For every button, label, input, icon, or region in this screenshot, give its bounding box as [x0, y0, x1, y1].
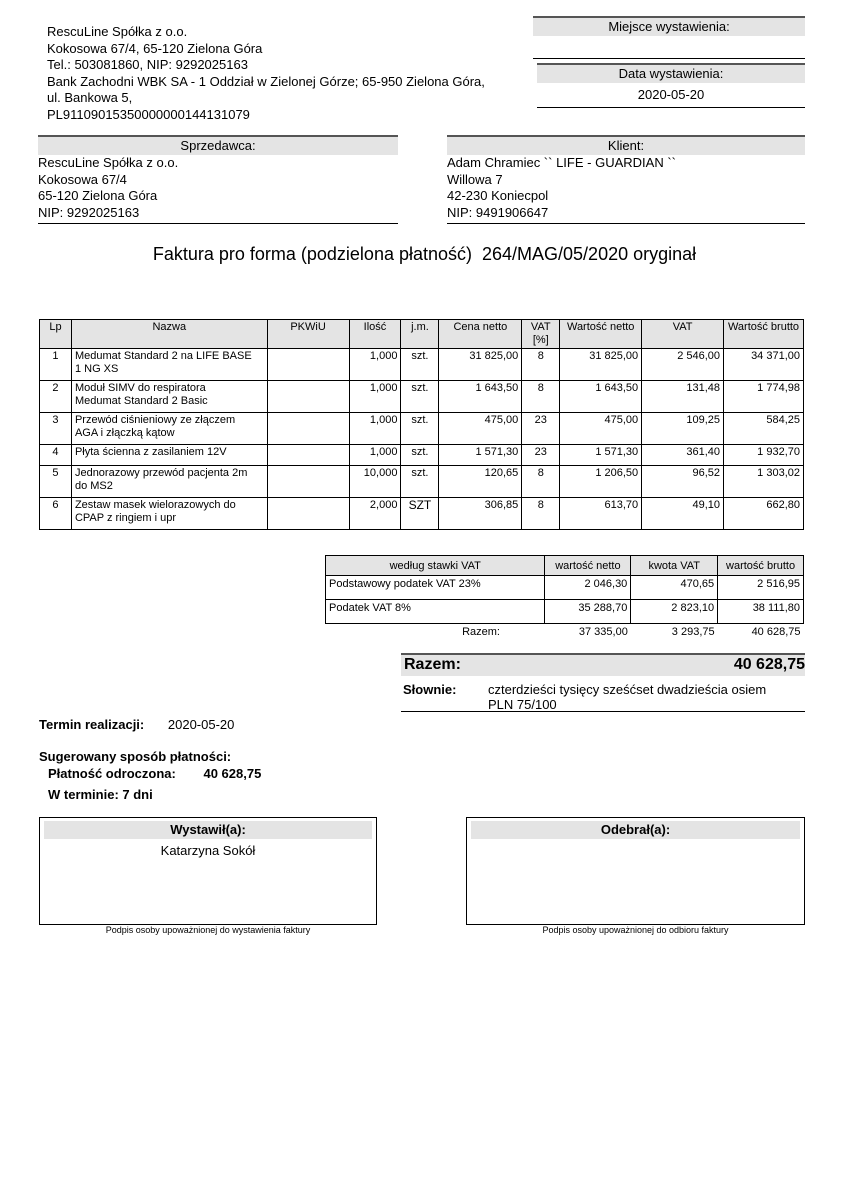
cell-name-line: Zestaw masek wielorazowych do [74, 499, 236, 511]
cell-gross: 1 303,02 [724, 466, 804, 498]
client-block [447, 135, 805, 224]
cell-vat-rate: 8 [522, 349, 560, 381]
cell-lp: 4 [40, 445, 72, 466]
received-by-box [466, 817, 805, 925]
cell-qty: 1,000 [349, 445, 401, 466]
cell-vat-rate: 8 [522, 498, 560, 530]
payment-method-label: Płatność odroczona: [48, 766, 176, 781]
cell-pkwiu [267, 466, 349, 498]
col-header-vat: VAT [642, 320, 724, 349]
col-header-name: Nazwa [71, 320, 267, 349]
cell-name-line: Przewód ciśnieniowy ze złączem [74, 414, 236, 426]
vat-cell-vat: 2 823,10 [631, 600, 718, 624]
seller-label: Sprzedawca: [38, 135, 398, 155]
total-label: Razem: [404, 656, 461, 673]
cell-name [71, 498, 267, 530]
cell-vat-rate: 8 [522, 466, 560, 498]
cell-lp: 1 [40, 349, 72, 381]
cell-vat: 96,52 [642, 466, 724, 498]
cell-gross: 1 774,98 [724, 381, 804, 413]
place-of-issue-label: Miejsce wystawienia: [533, 16, 805, 36]
cell-gross: 584,25 [724, 413, 804, 445]
received-by-note: Podpis osoby upoważnionej do odbioru faktury [542, 925, 729, 935]
cell-name-line: do MS2 [74, 480, 113, 492]
words-line: PLN 75/100 [488, 697, 557, 712]
table-row [40, 413, 804, 445]
seller-header-line: RescuLine Spółka z o.o. [47, 24, 188, 39]
words-label: Słownie: [403, 682, 457, 697]
cell-qty: 10,000 [349, 466, 401, 498]
seller-line: NIP: 9292025163 [38, 204, 140, 220]
cell-name-line: Medumat Standard 2 na LIFE BASE [74, 350, 252, 362]
client-line: Willowa 7 [447, 171, 503, 187]
cell-name [71, 445, 267, 466]
vat-cell-rate: Podatek VAT 8% [326, 600, 545, 624]
items-table [39, 319, 804, 530]
col-header-gross: Wartość brutto [724, 320, 804, 349]
cell-qty: 1,000 [349, 381, 401, 413]
col-header-vat-rate-line2: [%] [532, 334, 549, 346]
cell-pkwiu [267, 498, 349, 530]
table-row [40, 466, 804, 498]
table-row [40, 381, 804, 413]
seller-header-line: ul. Bankowa 5, [47, 90, 133, 105]
seller-block [38, 135, 398, 224]
cell-name-line: Jednorazowy przewód pacjenta 2m [74, 467, 248, 479]
cell-unit: szt. [401, 413, 439, 445]
realization-label: Termin realizacji: [39, 717, 145, 732]
cell-net-value: 475,00 [560, 413, 642, 445]
cell-lp: 5 [40, 466, 72, 498]
payment-term: W terminie: 7 dni [48, 787, 153, 802]
cell-vat: 131,48 [642, 381, 724, 413]
client-line: Adam Chramiec `` LIFE - GUARDIAN `` [447, 155, 676, 170]
table-row [40, 349, 804, 381]
seller-line: Kokosowa 67/4 [38, 171, 127, 187]
cell-unit: szt. [401, 349, 439, 381]
cell-name-line: Płyta ścienna z zasilaniem 12V [74, 446, 227, 458]
issued-by-label: Wystawił(a): [44, 821, 372, 839]
vat-sum-label: Razem: [462, 626, 500, 638]
cell-vat: 2 546,00 [642, 349, 724, 381]
col-header-lp: Lp [40, 320, 72, 349]
vat-cell-net: 35 288,70 [545, 600, 631, 624]
table-row [326, 576, 804, 600]
vat-sum-row [326, 624, 804, 648]
cell-net-price: 475,00 [439, 413, 522, 445]
place-of-issue [533, 16, 805, 59]
cell-net-price: 31 825,00 [439, 349, 522, 381]
vat-cell-rate: Podstawowy podatek VAT 23% [326, 576, 545, 600]
place-of-issue-value [533, 36, 805, 59]
cell-net-value: 31 825,00 [560, 349, 642, 381]
cell-net-price: 1 571,30 [439, 445, 522, 466]
vat-summary-table [325, 555, 804, 647]
cell-unit: SZT [401, 498, 439, 530]
seller-header-line: Tel.: 503081860, NIP: 9292025163 [47, 57, 248, 72]
cell-vat: 49,10 [642, 498, 724, 530]
cell-net-price: 306,85 [439, 498, 522, 530]
client-line: NIP: 9491906647 [447, 204, 549, 220]
cell-net-price: 120,65 [439, 466, 522, 498]
client-details [447, 155, 805, 224]
col-header-net-price: Cena netto [439, 320, 522, 349]
cell-name [71, 466, 267, 498]
cell-vat: 361,40 [642, 445, 724, 466]
cell-net-value: 1 643,50 [560, 381, 642, 413]
realization-value: 2020-05-20 [167, 717, 235, 732]
col-header-net-value: Wartość netto [560, 320, 642, 349]
total-bar [401, 653, 805, 676]
table-row [40, 445, 804, 466]
table-row [326, 600, 804, 624]
cell-qty: 1,000 [349, 349, 401, 381]
client-line: 42-230 Koniecpol [447, 188, 549, 203]
cell-qty: 1,000 [349, 413, 401, 445]
col-header-qty: Ilość [349, 320, 401, 349]
vat-cell-net: 2 046,30 [545, 576, 631, 600]
cell-unit: szt. [401, 466, 439, 498]
cell-qty: 2,000 [349, 498, 401, 530]
issue-date-label: Data wystawienia: [537, 63, 805, 83]
realization-term [39, 717, 234, 732]
payment-label: Sugerowany sposób płatności: [39, 749, 232, 764]
col-header-vat-rate-line1: VAT [530, 321, 551, 333]
items-header-row [40, 320, 804, 349]
seller-header-line: Kokosowa 67/4, 65-120 Zielona Góra [47, 40, 263, 56]
cell-vat-rate: 23 [522, 413, 560, 445]
cell-unit: szt. [401, 445, 439, 466]
cell-name [71, 349, 267, 381]
issue-date [537, 63, 805, 108]
cell-name-line: CPAP z ringiem i upr [74, 512, 177, 524]
cell-name [71, 381, 267, 413]
cell-net-price: 1 643,50 [439, 381, 522, 413]
cell-vat-rate: 23 [522, 445, 560, 466]
cell-name [71, 413, 267, 445]
vat-col-gross: wartość brutto [718, 556, 804, 576]
payment-method-value: 40 628,75 [203, 766, 262, 781]
vat-cell-gross: 2 516,95 [718, 576, 804, 600]
seller-line: RescuLine Spółka z o.o. [38, 155, 179, 170]
vat-sum-vat: 3 293,75 [671, 626, 715, 638]
client-label: Klient: [447, 135, 805, 155]
col-header-pkwiu: PKWiU [267, 320, 349, 349]
cell-pkwiu [267, 349, 349, 381]
vat-col-vat: kwota VAT [631, 556, 718, 576]
vat-sum-net: 37 335,00 [578, 626, 628, 638]
cell-vat: 109,25 [642, 413, 724, 445]
cell-pkwiu [267, 413, 349, 445]
cell-lp: 6 [40, 498, 72, 530]
seller-header-line: Bank Zachodni WBK SA - 1 Oddział w Zielonej Górze; 65-950 Zielona Góra, [47, 73, 485, 89]
cell-vat-rate: 8 [522, 381, 560, 413]
vat-cell-gross: 38 111,80 [718, 600, 804, 624]
invoice-title: Faktura pro forma (podzielona płatność) 264/MAG/05/2020 oryginał [152, 244, 697, 264]
col-header-unit: j.m. [401, 320, 439, 349]
cell-unit: szt. [401, 381, 439, 413]
cell-gross: 1 932,70 [724, 445, 804, 466]
cell-pkwiu [267, 381, 349, 413]
issued-by-name: Katarzyna Sokół [160, 843, 256, 858]
cell-gross: 34 371,00 [724, 349, 804, 381]
table-row [40, 498, 804, 530]
cell-name-line: 1 NG XS [74, 363, 119, 375]
vat-sum-gross: 40 628,75 [751, 626, 801, 638]
issued-by-box [39, 817, 377, 925]
cell-name-line: Moduł SIMV do respiratora [74, 382, 206, 394]
cell-name-line: Medumat Standard 2 Basic [74, 395, 208, 407]
vat-col-rate: według stawki VAT [326, 556, 545, 576]
seller-line: 65-120 Zielona Góra [38, 188, 158, 203]
cell-net-value: 1 571,30 [560, 445, 642, 466]
cell-pkwiu [267, 445, 349, 466]
total-in-words [401, 681, 805, 712]
vat-col-net: wartość netto [545, 556, 631, 576]
issue-date-value: 2020-05-20 [537, 83, 805, 108]
cell-lp: 3 [40, 413, 72, 445]
cell-gross: 662,80 [724, 498, 804, 530]
cell-lp: 2 [40, 381, 72, 413]
seller-header [47, 24, 485, 123]
vat-header-row [326, 556, 804, 576]
seller-details [38, 155, 398, 224]
words-line: czterdzieści tysięcy sześćset dwadzieścia osiem [488, 682, 767, 697]
col-header-vat-rate [522, 320, 560, 349]
total-value: 40 628,75 [733, 656, 805, 673]
vat-cell-vat: 470,65 [631, 576, 718, 600]
cell-name-line: AGA i złączką kątow [74, 427, 175, 439]
cell-net-value: 613,70 [560, 498, 642, 530]
payment-method [48, 766, 261, 781]
cell-net-value: 1 206,50 [560, 466, 642, 498]
received-by-label: Odebrał(a): [471, 821, 800, 839]
issued-by-note: Podpis osoby upoważnionej do wystawienia faktury [105, 925, 311, 935]
seller-header-line: PL91109015350000000144131079 [47, 106, 250, 122]
